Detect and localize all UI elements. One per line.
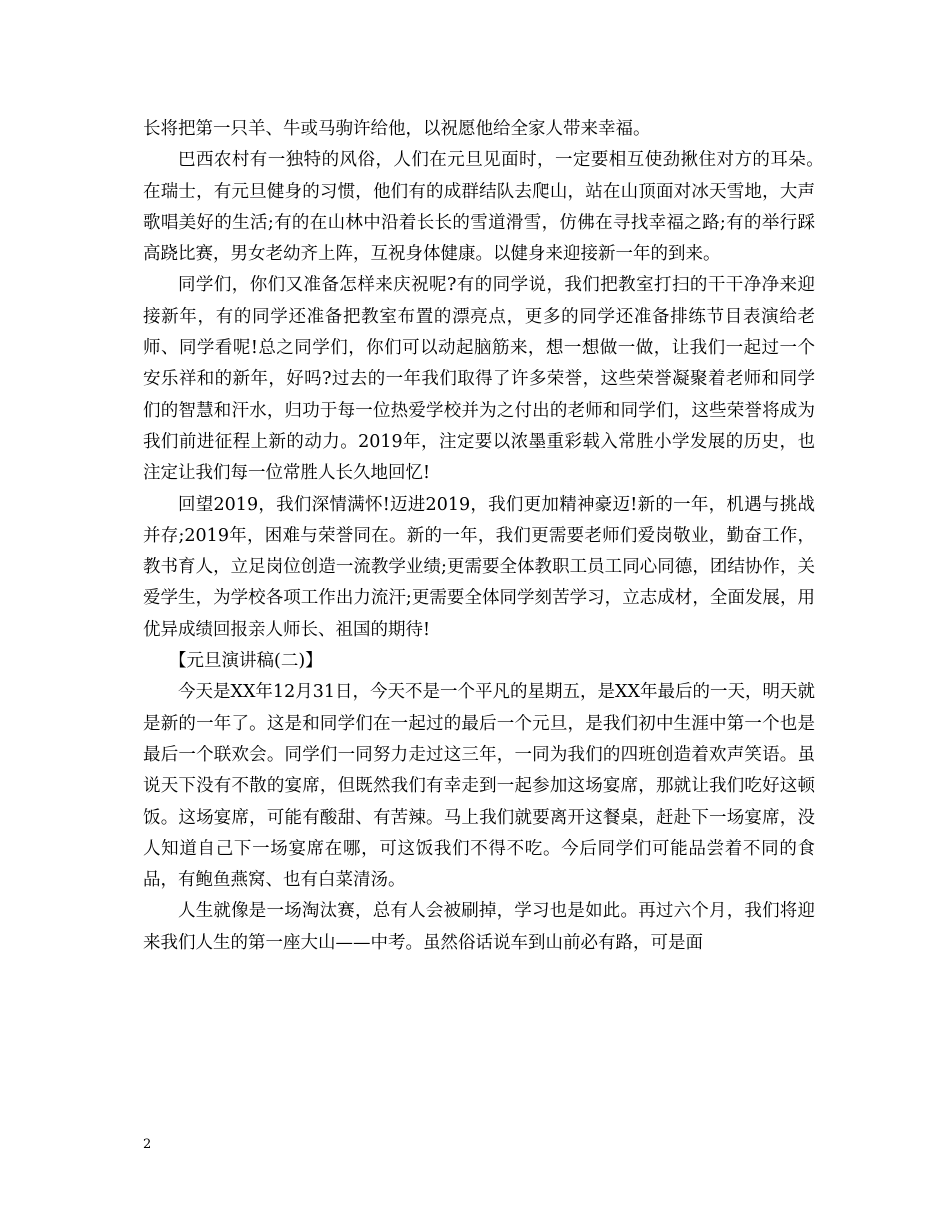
document-body	[143, 114, 833, 959]
paragraph-3: 同学们，你们又准备怎样来庆祝呢?有的同学说，我们把教室打扫的干干净净来迎接新年，有的同学还准备把教室布置的漂亮点，更多的同学还准备排练节目表演给老师、同学看呢!总之同学们，你们可以动起脑筋来，想一想做一做，让我们一起过一个安乐祥和的新年，好吗?过去的一年我们取得了许多荣誉，这些荣誉凝聚着老师和同学们的智慧和汗水，归功于每一位热爱学校并为之付出的老师和同学们，这些荣誉将成为我们前进征程上新的动力。2019年，注定要以浓墨重彩载入常胜小学发展的历史，也注定让我们每一位常胜人长久地回忆!	[143, 275, 815, 484]
paragraph-5: 今天是XX年12月31日，今天不是一个平凡的星期五，是XX年最后的一天，明天就是新的一年了。这是和同学们在一起过的最后一个元旦，是我们初中生涯中第一个也是最后一个联欢会。同学们一同努力走过这三年，一同为我们的四班创造着欢声笑语。虽说天下没有不散的宴席，但既然我们有幸走到一起参加这场宴席，那就让我们吃好这顿饭。这场宴席，可能有酸甜、有苦辣。马上我们就要离开这餐桌，赶赴下一场宴席，没人知道自己下一场宴席在哪，可这饭我们不得不吃。今后同学们可能品尝着不同的食品，有鲍鱼燕窝、也有白菜清汤。	[143, 682, 815, 891]
paragraph-1: 长将把第一只羊、牛或马驹许给他，以祝愿他给全家人带来幸福。	[143, 119, 651, 139]
paragraph-4: 回望2019，我们深情满怀!迈进2019，我们更加精神豪迈!新的一年，机遇与挑战并存;2019年，困难与荣誉同在。新的一年，我们更需要老师们爱岗敬业，勤奋工作，教书育人，立足岗位创造一流教学业绩;更需要全体教职工员工同心同德，团结协作，关爱学生，为学校各项工作出力流汗;更需要全体同学刻苦学习，立志成材，全面发展，用优异成绩回报亲人师长、祖国的期待!	[143, 494, 815, 640]
page-number: 2	[143, 1137, 152, 1152]
section-heading: 【元旦演讲稿(二)】	[169, 651, 323, 672]
paragraph-2: 巴西农村有一独特的风俗，人们在元旦见面时，一定要相互使劲揪住对方的耳朵。 在瑞士，有元旦健身的习惯，他们有的成群结队去爬山，站在山顶面对冰天雪地，大声歌唱美好的生活;有的在山林中沿着长长的雪道滑雪，仿佛在寻找幸福之路;有的举行踩高跷比赛，男女老幼齐上阵，互祝身体健康。以健身来迎接新一年的到来。	[143, 150, 833, 265]
paragraph-6: 人生就像是一场淘汰赛，总有人会被刷掉，学习也是如此。再过六个月，我们将迎来我们人生的第一座大山——中考。虽然俗话说车到山前必有路，可是面	[143, 901, 815, 953]
